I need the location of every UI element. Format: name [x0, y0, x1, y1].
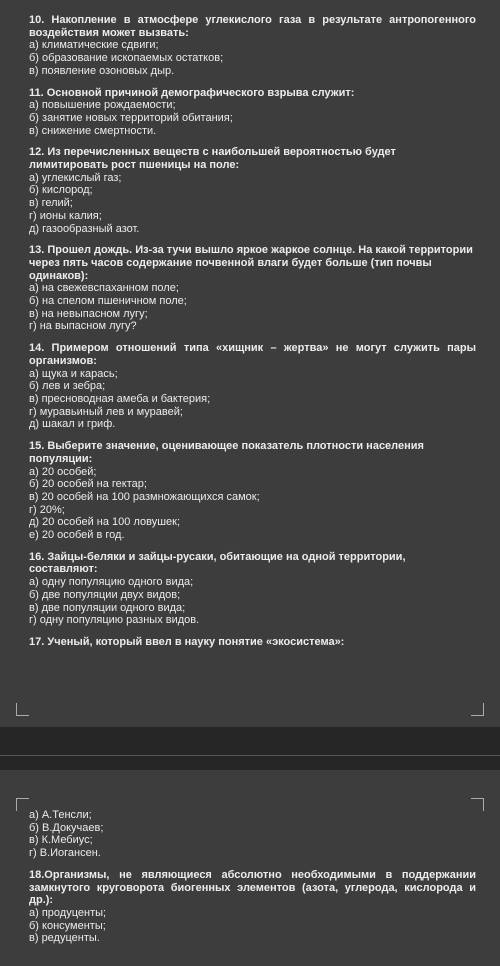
question-17-options: [29, 809, 476, 860]
answer-option: а) одну популяцию одного вида;: [29, 576, 194, 589]
answer-option: б) две популяции двух видов;: [29, 588, 181, 601]
answer-option: а) на свежевспаханном поле;: [29, 282, 179, 295]
question-10: [29, 14, 476, 78]
answer-option: б) лев и зебра;: [29, 380, 106, 393]
answer-option: е) 20 особей в год.: [29, 529, 125, 542]
answer-option: б) консументы;: [29, 919, 106, 932]
question-title: 18.Организмы, не являющиеся абсолютно необходимыми в поддержании замкнутого круговорота биогенных элементов (азота, углерода, кислорода и др.):: [29, 868, 476, 907]
answer-option: а) щука и карась;: [29, 367, 118, 380]
question-title: 16. Зайцы-беляки и зайцы-русаки, обитающие на одной территории, составляют:: [29, 550, 406, 576]
answer-option: б) образование ископаемых остатков;: [29, 52, 224, 65]
page-gap: [0, 727, 500, 770]
answer-option: в) снижение смертности.: [29, 124, 157, 137]
question-16: [29, 551, 476, 627]
question-title: 12. Из перечисленных веществ с наибольшей вероятностью будет лимитировать рост пшеницы на поле:: [29, 146, 396, 172]
document-page-2: [0, 770, 500, 966]
question-title: 10. Накопление в атмосфере углекислого газа в результате антропогенного воздействия может вызвать:: [29, 14, 476, 39]
answer-option: в) редуценты.: [29, 932, 100, 945]
answer-option: б) на спелом пшеничном поле;: [29, 295, 187, 308]
answer-option: в) появление озоновых дыр.: [29, 64, 175, 77]
question-18: [29, 869, 476, 945]
answer-option: д) газообразный азот.: [29, 222, 140, 235]
page-corner-mark: [16, 798, 29, 811]
answer-option: г) В.Иогансен.: [29, 847, 101, 860]
answer-option: в) пресноводная амеба и бактерия;: [29, 392, 211, 405]
answer-option: а) повышение рождаемости;: [29, 99, 176, 112]
question-17: [29, 636, 476, 649]
question-14: [29, 342, 476, 431]
answer-option: а) климатические сдвиги;: [29, 39, 159, 52]
answer-option: д) шакал и гриф.: [29, 418, 116, 431]
question-title: 11. Основной причиной демографического взрыва служит:: [29, 86, 355, 99]
answer-option: б) 20 особей на гектар;: [29, 478, 147, 491]
question-11: [29, 87, 476, 138]
question-title: 17. Ученый, который ввел в науку понятие «экосистема»:: [29, 635, 345, 648]
answer-option: в) гелий;: [29, 197, 73, 210]
page-separator-line: [0, 755, 500, 756]
answer-option: г) ионы калия;: [29, 209, 102, 222]
page-1-content: [29, 14, 476, 658]
answer-option: а) А.Тенсли;: [29, 809, 92, 821]
answer-option: г) муравьиный лев и муравей;: [29, 405, 183, 418]
answer-option: а) 20 особей;: [29, 465, 97, 478]
page-2-content: [29, 809, 476, 954]
answer-option: г) на выпасном лугу?: [29, 320, 137, 333]
answer-option: г) одну популяцию разных видов.: [29, 614, 200, 627]
answer-option: б) занятие новых территорий обитания;: [29, 111, 233, 124]
page-corner-mark: [16, 703, 29, 716]
answer-option: д) 20 особей на 100 ловушек;: [29, 516, 181, 529]
answer-option: г) 20%;: [29, 503, 65, 516]
answer-option: а) продуценты;: [29, 906, 107, 919]
answer-option: в) 20 особей на 100 размножающихся самок;: [29, 490, 260, 503]
question-title: 15. Выберите значение, оценивающее показатель плотности населения популяции:: [29, 440, 424, 465]
answer-option: а) углекислый газ;: [29, 171, 122, 184]
answer-option: в) две популяции одного вида;: [29, 601, 186, 614]
answer-option: б) В.Докучаев;: [29, 821, 104, 834]
question-title: 14. Примером отношений типа «хищник – жертва» не могут служить пары организмов:: [29, 342, 476, 367]
question-title: 13. Прошел дождь. Из-за тучи вышло яркое жаркое солнце. На какой территории через пять часов содержание почвенной влаги будет больше (тип почвы одинаков):: [29, 244, 473, 282]
question-15: [29, 440, 476, 542]
answer-option: б) кислород;: [29, 184, 93, 197]
answer-option: в) на невыпасном лугу;: [29, 307, 148, 320]
page-corner-mark: [471, 798, 484, 811]
question-13: [29, 244, 476, 333]
question-12: [29, 146, 476, 235]
answer-option: в) К.Мебиус;: [29, 834, 93, 847]
page-corner-mark: [471, 703, 484, 716]
